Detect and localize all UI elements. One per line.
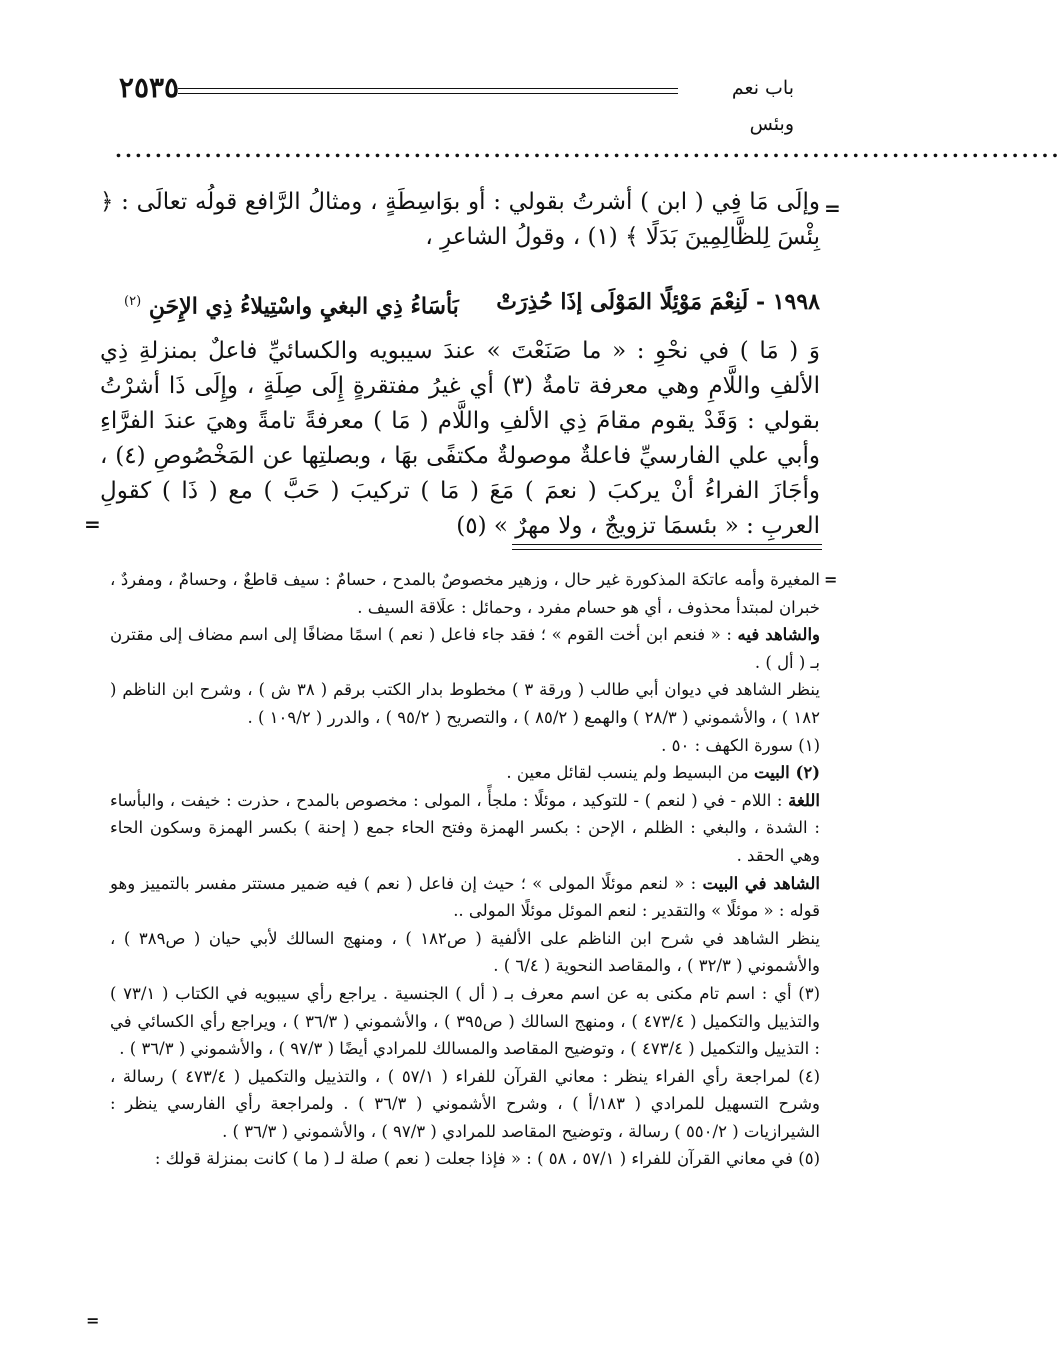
footnote-2-witness: الشاهد في البيت : « لنعم موئلًا المولى » ؛ حيث إن فاعل ( نعم ) فيه ضمير مستتر مفسر بالتمييز وهو قوله : « موئلًا » والتقدير : لنعم الموئل موئلًا المولى .. (110, 873, 820, 921)
prev-note: المغيرة وأمه عاتكة المذكورة غير حال ، وزهير مخصوصٌ بالمدح ، حسامٌ : سيف قاطعٌ ، وحسامٌ ، ومفردٌ ، خبران لمبتدأ محذوف ، أي هو حسام مفرد ، وحمائل : علَاقة السيف . (110, 570, 820, 617)
footnote-separator (512, 544, 822, 545)
main-paragraph-2: وَ ( مَا ) في نحْوِ : « ما صَنَعْتَ » عندَ سيبويه والكسائيِّ فاعلٌ بمنزلةِ ذِي الألفِ واللَّامِ وهي معرفة تامةٌ (٣) أي غيرُ مفتقرةٍ إِلَى صِلَةٍ ، وإِلَى ذَا أشرْتُ بقولي : وَقَدْ يقوم مقامَ ذِي الألفِ واللَّام ( مَا ) معرفةً تامةً وهيَ عندَ الفرَّاءِ وأبي علي الفارسيِّ فاعلةٌ موصولةٌ مكتفًى بهَا ، وبصلتِها عن المَخْصُوصِ (٤) ، وأجَازَ الفراءُ أنْ يركبَ ( نعمَ ) مَعَ ( مَا ) تركيبَ ( حَبَّ ) مع ( ذَا ) كقولِ العربِ : « بئسمَا تزويجٌ ، ولا مهرٌ » (٥) (100, 338, 821, 539)
chapter-title: باب نعم وبئس (731, 77, 794, 135)
footnote-2-refs: ينظر الشاهد في شرح ابن الناظم على الألفية ( ص١٨٢ ) ، ومنهج السالك لأبي حيان ( ص٣٨٩ ) ، والأشموني ( ٣٢/٣ ) ، والمقاصد النحوية ( ٦/٤ ) . (110, 928, 820, 976)
footnotes (110, 566, 820, 1173)
footnote-ref: (٢) (124, 294, 142, 309)
footnote-end-mark: = (86, 1311, 100, 1330)
page-number: ٢٥٣٥ (118, 71, 180, 104)
dotted-separator: ............................................................................................... (115, 138, 1061, 162)
footnote-separator (512, 549, 822, 550)
footnote-2-lang: اللغة : اللام - في ( لنعم ) - للتوكيد ، موئلًا : ملجأً ، المولى : مخصوص بالمدح ، حذرت : خيفت ، والبأساء : الشدة ، والبغي : الظلم ، الإحن : بكسر الهمزة وفتح الحاء جمع ( إحنة ) بكسر الهمزة وسكون الحاء وهي الحقد . (110, 790, 820, 865)
prev-note-witness: والشاهد فيه : « فنعم ابن أخت القوم » ؛ فقد جاء فاعل ( نعم ) اسمًا مضافًا إلى اسم مضاف إلى مقترن بـ ( أل ) . (110, 625, 820, 672)
footnote-2: (٢) البيت من البسيط ولم ينسب لقائل معين . (506, 763, 820, 783)
continuation-mark: = (824, 196, 841, 220)
main-paragraph-1: وإلَى مَا فِي ( ابن ) أشرتُ بقولي : أو بوَاسِطَةٍ ، ومثالُ الرَّافع قولُه تعالَى : ﴿ بِئْسَ لِلظَّالِمِينَ بَدَلًا ﴾ (١) ، وقولُ الشاعرِ ، (100, 189, 820, 250)
prev-note-refs: ينظر الشاهد في ديوان أبي طالب ( ورقة ٣ ) مخطوط بدار الكتب برقم ( ٣٨ ش ) ، وشرح ابن الناظم ( ١٨٢ ) ، والأشموني ( ٢٨/٣ ) والهمع ( ٨٥/٢ ) ، والتصريح ( ٩٥/٢ ) ، والدرر ( ١٠٩/٢ ) . (110, 680, 820, 727)
poetry-verse (124, 284, 820, 320)
verse-second-hemistich: بَأسَاءُ ذِي البغيِ واسْتِيلاءُ ذِي الإِحَنِ $^{(٢)}$ (124, 293, 459, 320)
footnote-cont-mark: = (824, 570, 838, 589)
main-text (100, 185, 820, 255)
end-mark: = (84, 512, 101, 536)
footnote-5: (٥) في معاني القرآن للفراء ( ٥٧/١ ، ٥٨ ) : « فإذا جعلت ( نعم ) صلة لـ ( ما ) كانت بمنزلة قولك : (154, 1149, 820, 1169)
footnote-1: (١) سورة الكهف : ٥٠ . (661, 735, 820, 755)
main-text-2 (100, 334, 820, 544)
header-rule (178, 88, 678, 89)
footnote-4: (٤) لمراجعة رأي الفراء ينظر : معاني القرآن للفراء ( ٥٧/١ ) ، والتذييل والتكميل ( ٤٧٣/٤ ) رسالة ، وشرح التسهيل للمرادي ( ١٨٣/أ ) ، وشرح الأشموني ( ٣٦/٣ ) . ولمراجعة رأي الفارسي ينظر : الشيرازيات ( ٥٥٠/٢ ) رسالة ، وتوضيح المقاصد للمرادي ( ٩٧/٣ ) ، والأشموني ( ٣٦/٣ ) . (110, 1066, 820, 1141)
verse-first-hemistich: ١٩٩٨ - لَنِعْمَ مَوْئِلًا المَوْلَى إذَا حُذِرَتْ (496, 289, 820, 315)
header-rule (178, 93, 678, 94)
verse-number: ١٩٩٨ - (755, 289, 820, 315)
footnote-3: (٣) أي : اسم تام مكنى به عن اسم معرف بـ ( أل ) الجنسية . يراجع رأي سيبويه في الكتاب ( ٧٣/١ ) والتذييل والتكميل ( ٤٧٣/٤ ) ، ومنهج السالك ( ص٣٩٥ ) ، والأشموني ( ٣٦/٣ ) ، ويراجع رأي الكسائي في : التذييل والتكميل ( ٤٧٣/٤ ) ، وتوضيح المقاصد والمسالك للمرادي أيضًا ( ٩٧/٣ ) ، والأشموني ( ٣٦/٣ ) . (110, 983, 820, 1059)
